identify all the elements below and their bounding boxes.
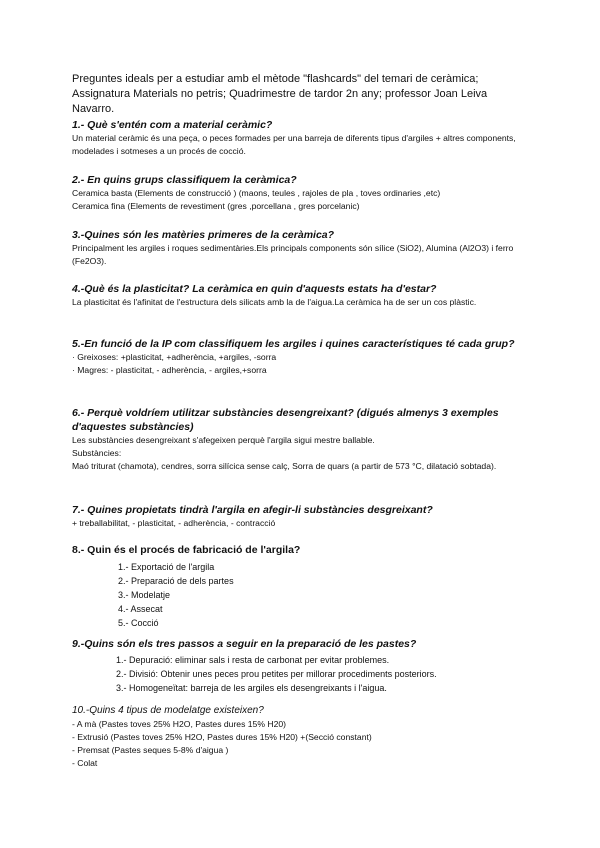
- question-4: [72, 282, 532, 309]
- question-4-title: 4.-Què és la plasticitat? La ceràmica en quin d'aquests estats ha d'estar?: [72, 283, 437, 295]
- question-8-step: 2.- Preparació de dels partes: [118, 576, 234, 586]
- question-1-title: 1.- Què s'entén com a material ceràmic?: [72, 119, 273, 131]
- question-8-step: 5.- Cocció: [118, 618, 159, 628]
- question-9-step: 3.- Homogeneïtat: barreja de les argiles els desengreixants i l'aigua.: [116, 683, 387, 693]
- question-1-answer: Un material ceràmic és una peça, o peces formades per una barreja de diferents tipus d'argiles + altres components, modelades i sotmeses a un procés de cocció.: [72, 133, 516, 156]
- intro-paragraph: Preguntes ideals per a estudiar amb el mètode "flashcards" del temari de ceràmica; Assignatura Materials no petris; Quadrimestre de tardor 2n any; professor Joan Leiva Navarro.: [72, 73, 488, 115]
- question-9-step: 1.- Depuració: eliminar sals i resta de carbonat per evitar problemes.: [116, 655, 390, 665]
- question-2-line: Ceramica basta (Elements de construcció ) (maons, teules , rajoles de pla , toves ordinaries ,etc): [72, 188, 441, 198]
- question-5-title: 5.-En funció de la IP com classifiquem les argiles i quines característiques té cada grup?: [72, 338, 515, 350]
- question-5-line: · Magres: - plasticitat, - adherència, - argiles,+sorra: [72, 365, 267, 375]
- question-6-line: Les substàncies desengreixant s'afegeixen perquè l'argila sigui mestre ballable.: [72, 435, 375, 445]
- question-3-title: 3.-Quines són les matèries primeres de la ceràmica?: [72, 229, 335, 241]
- question-2-line: Ceramica fina (Elements de revestiment (gres ,porcellana , gres porcelanic): [72, 201, 360, 211]
- question-10-title: 10.-Quins 4 tipus de modelatge existeixen?: [72, 705, 264, 716]
- question-8-title: 8.- Quin és el procés de fabricació de l'argila?: [72, 544, 301, 556]
- question-3-answer: Principalment les argiles i roques sedimentàries.Els principals components són sílice (SiO2), Alumina (Al2O3) i ferro (Fe2O3).: [72, 243, 514, 266]
- question-5: [72, 337, 532, 377]
- question-2-title: 2.- En quins grups classifiquem la ceràmica?: [72, 174, 297, 186]
- question-8: [72, 543, 532, 630]
- question-10-line: - A mà (Pastes toves 25% H2O, Pastes dures 15% H20): [72, 719, 286, 729]
- question-10: [72, 704, 532, 770]
- question-6-line: Maó triturat (chamota), cendres, sorra silícica sense calç, Sorra de quars (a partir de 573 °C, dilatació sobtada).: [72, 461, 497, 471]
- question-8-step: 4.- Assecat: [118, 604, 163, 614]
- question-9-step: 2.- Divisió: Obtenir unes peces prou petites per millorar procediments posteriors.: [116, 669, 437, 679]
- question-7-title: 7.- Quines propietats tindrà l'argila en afegir-li substàncies desgreixant?: [72, 504, 433, 516]
- question-6-title: 6.- Perquè voldríem utilitzar substàncies desengreixant? (digués almenys 3 exemples d'aquestes substàncies): [72, 407, 499, 433]
- question-10-line: - Colat: [72, 758, 98, 768]
- question-6-line: Substàncies:: [72, 448, 122, 458]
- question-9: [72, 637, 532, 695]
- question-10-line: - Premsat (Pastes seques 5-8% d'aigua ): [72, 745, 229, 755]
- question-8-step: 1.- Exportació de l'argila: [118, 562, 215, 572]
- question-6: [72, 406, 532, 473]
- question-7: [72, 503, 532, 530]
- question-9-title: 9.-Quins són els tres passos a seguir en la preparació de les pastes?: [72, 638, 417, 650]
- question-7-answer: + treballabilitat, - plasticitat, - adherència, - contracció: [72, 518, 276, 528]
- question-8-step: 3.- Modelatje: [118, 590, 171, 600]
- question-4-answer: La plasticitat és l'afinitat de l'estructura dels silicats amb la de l'aigua.La ceràmica ha de ser un cos plàstic.: [72, 297, 477, 307]
- question-1: [72, 118, 532, 158]
- question-3: [72, 228, 532, 268]
- question-5-line: · Greixoses: +plasticitat, +adherència, +argiles, -sorra: [72, 352, 277, 362]
- question-2: [72, 173, 532, 213]
- question-10-line: - Extrusió (Pastes toves 25% H2O, Pastes dures 15% H20) +(Secció constant): [72, 732, 372, 742]
